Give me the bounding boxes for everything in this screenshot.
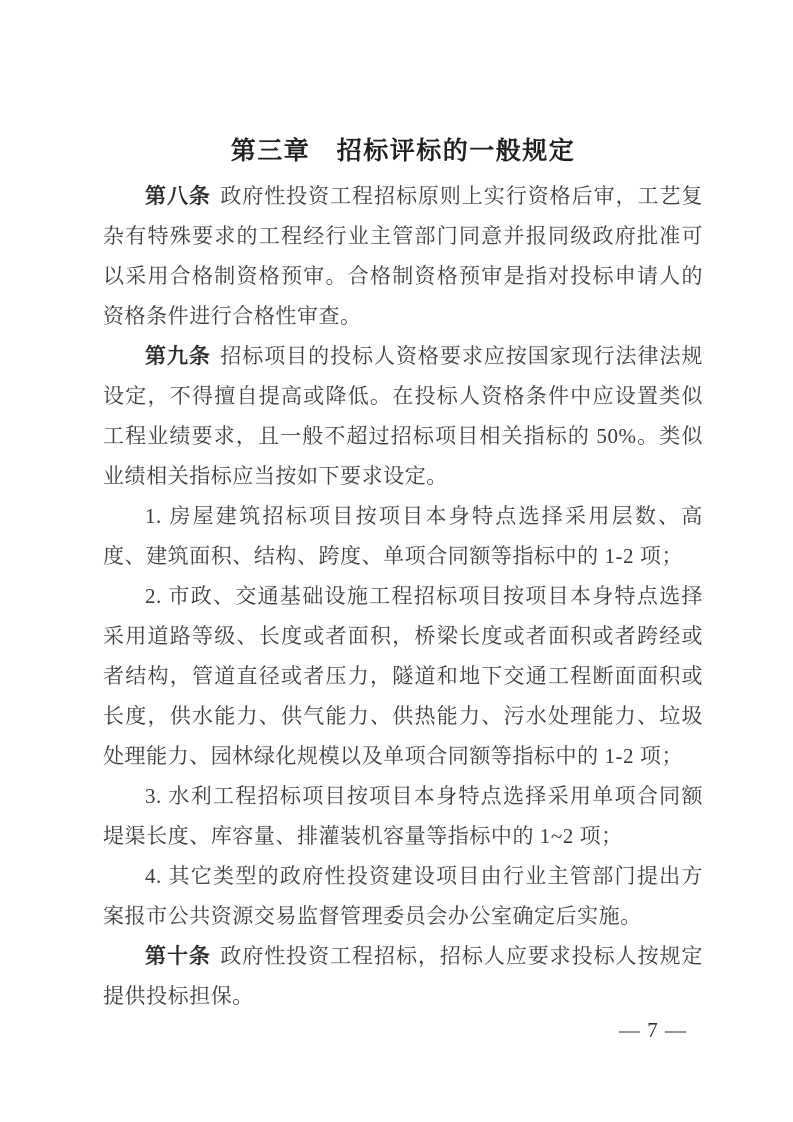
paragraph-article-10	[103, 936, 703, 1016]
list-item-2-text: 2. 市政、交通基础设施工程招标项目按项目本身特点选择采用道路等级、长度或者面积，桥梁长度或者面积或者跨经或者结构，管道直径或者压力，隧道和地下交通工程断面面积或长度，供水能力、供气能力、供热能力、污水处理能力、垃圾处理能力、园林绿化规模以及单项合同额等指标中的 1-2 项；	[103, 584, 703, 768]
list-item-1-text: 1. 房屋建筑招标项目按项目本身特点选择采用层数、高度、建筑面积、结构、跨度、单项合同额等指标中的 1-2 项；	[103, 504, 703, 568]
article-8-label: 第八条	[145, 184, 211, 208]
page-number: — 7 —	[619, 1018, 687, 1042]
article-9-text: 招标项目的投标人资格要求应按国家现行法律法规设定，不得擅自提高或降低。在投标人资格条件中应设置类似工程业绩要求，且一般不超过招标项目相关指标的 50%。类似业绩相关指标应当按如下要求设定。	[103, 344, 703, 488]
paragraph-article-8	[103, 176, 703, 336]
list-item-3-text: 3. 水利工程招标项目按项目本身特点选择采用单项合同额堤渠长度、库容量、排灌装机容量等指标中的 1~2 项；	[103, 784, 703, 848]
document-content	[103, 136, 703, 1048]
article-8-text: 政府性投资工程招标原则上实行资格后审，工艺复杂有特殊要求的工程经行业主管部门同意并报同级政府批准可以采用合格制资格预审。合格制资格预审是指对投标申请人的资格条件进行合格性审查。	[103, 184, 703, 328]
paragraph-article-9	[103, 336, 703, 496]
list-item-2	[103, 576, 703, 776]
list-item-1	[103, 496, 703, 576]
list-item-4	[103, 856, 703, 936]
article-10-label: 第十条	[145, 944, 211, 968]
list-item-4-text: 4. 其它类型的政府性投资建设项目由行业主管部门提出方案报市公共资源交易监督管理委员会办公室确定后实施。	[103, 864, 703, 928]
article-10-text: 政府性投资工程招标，招标人应要求投标人按规定提供投标担保。	[103, 944, 703, 1008]
article-9-label: 第九条	[145, 344, 211, 368]
chapter-title: 第三章 招标评标的一般规定	[230, 137, 576, 165]
list-item-3	[103, 776, 703, 856]
